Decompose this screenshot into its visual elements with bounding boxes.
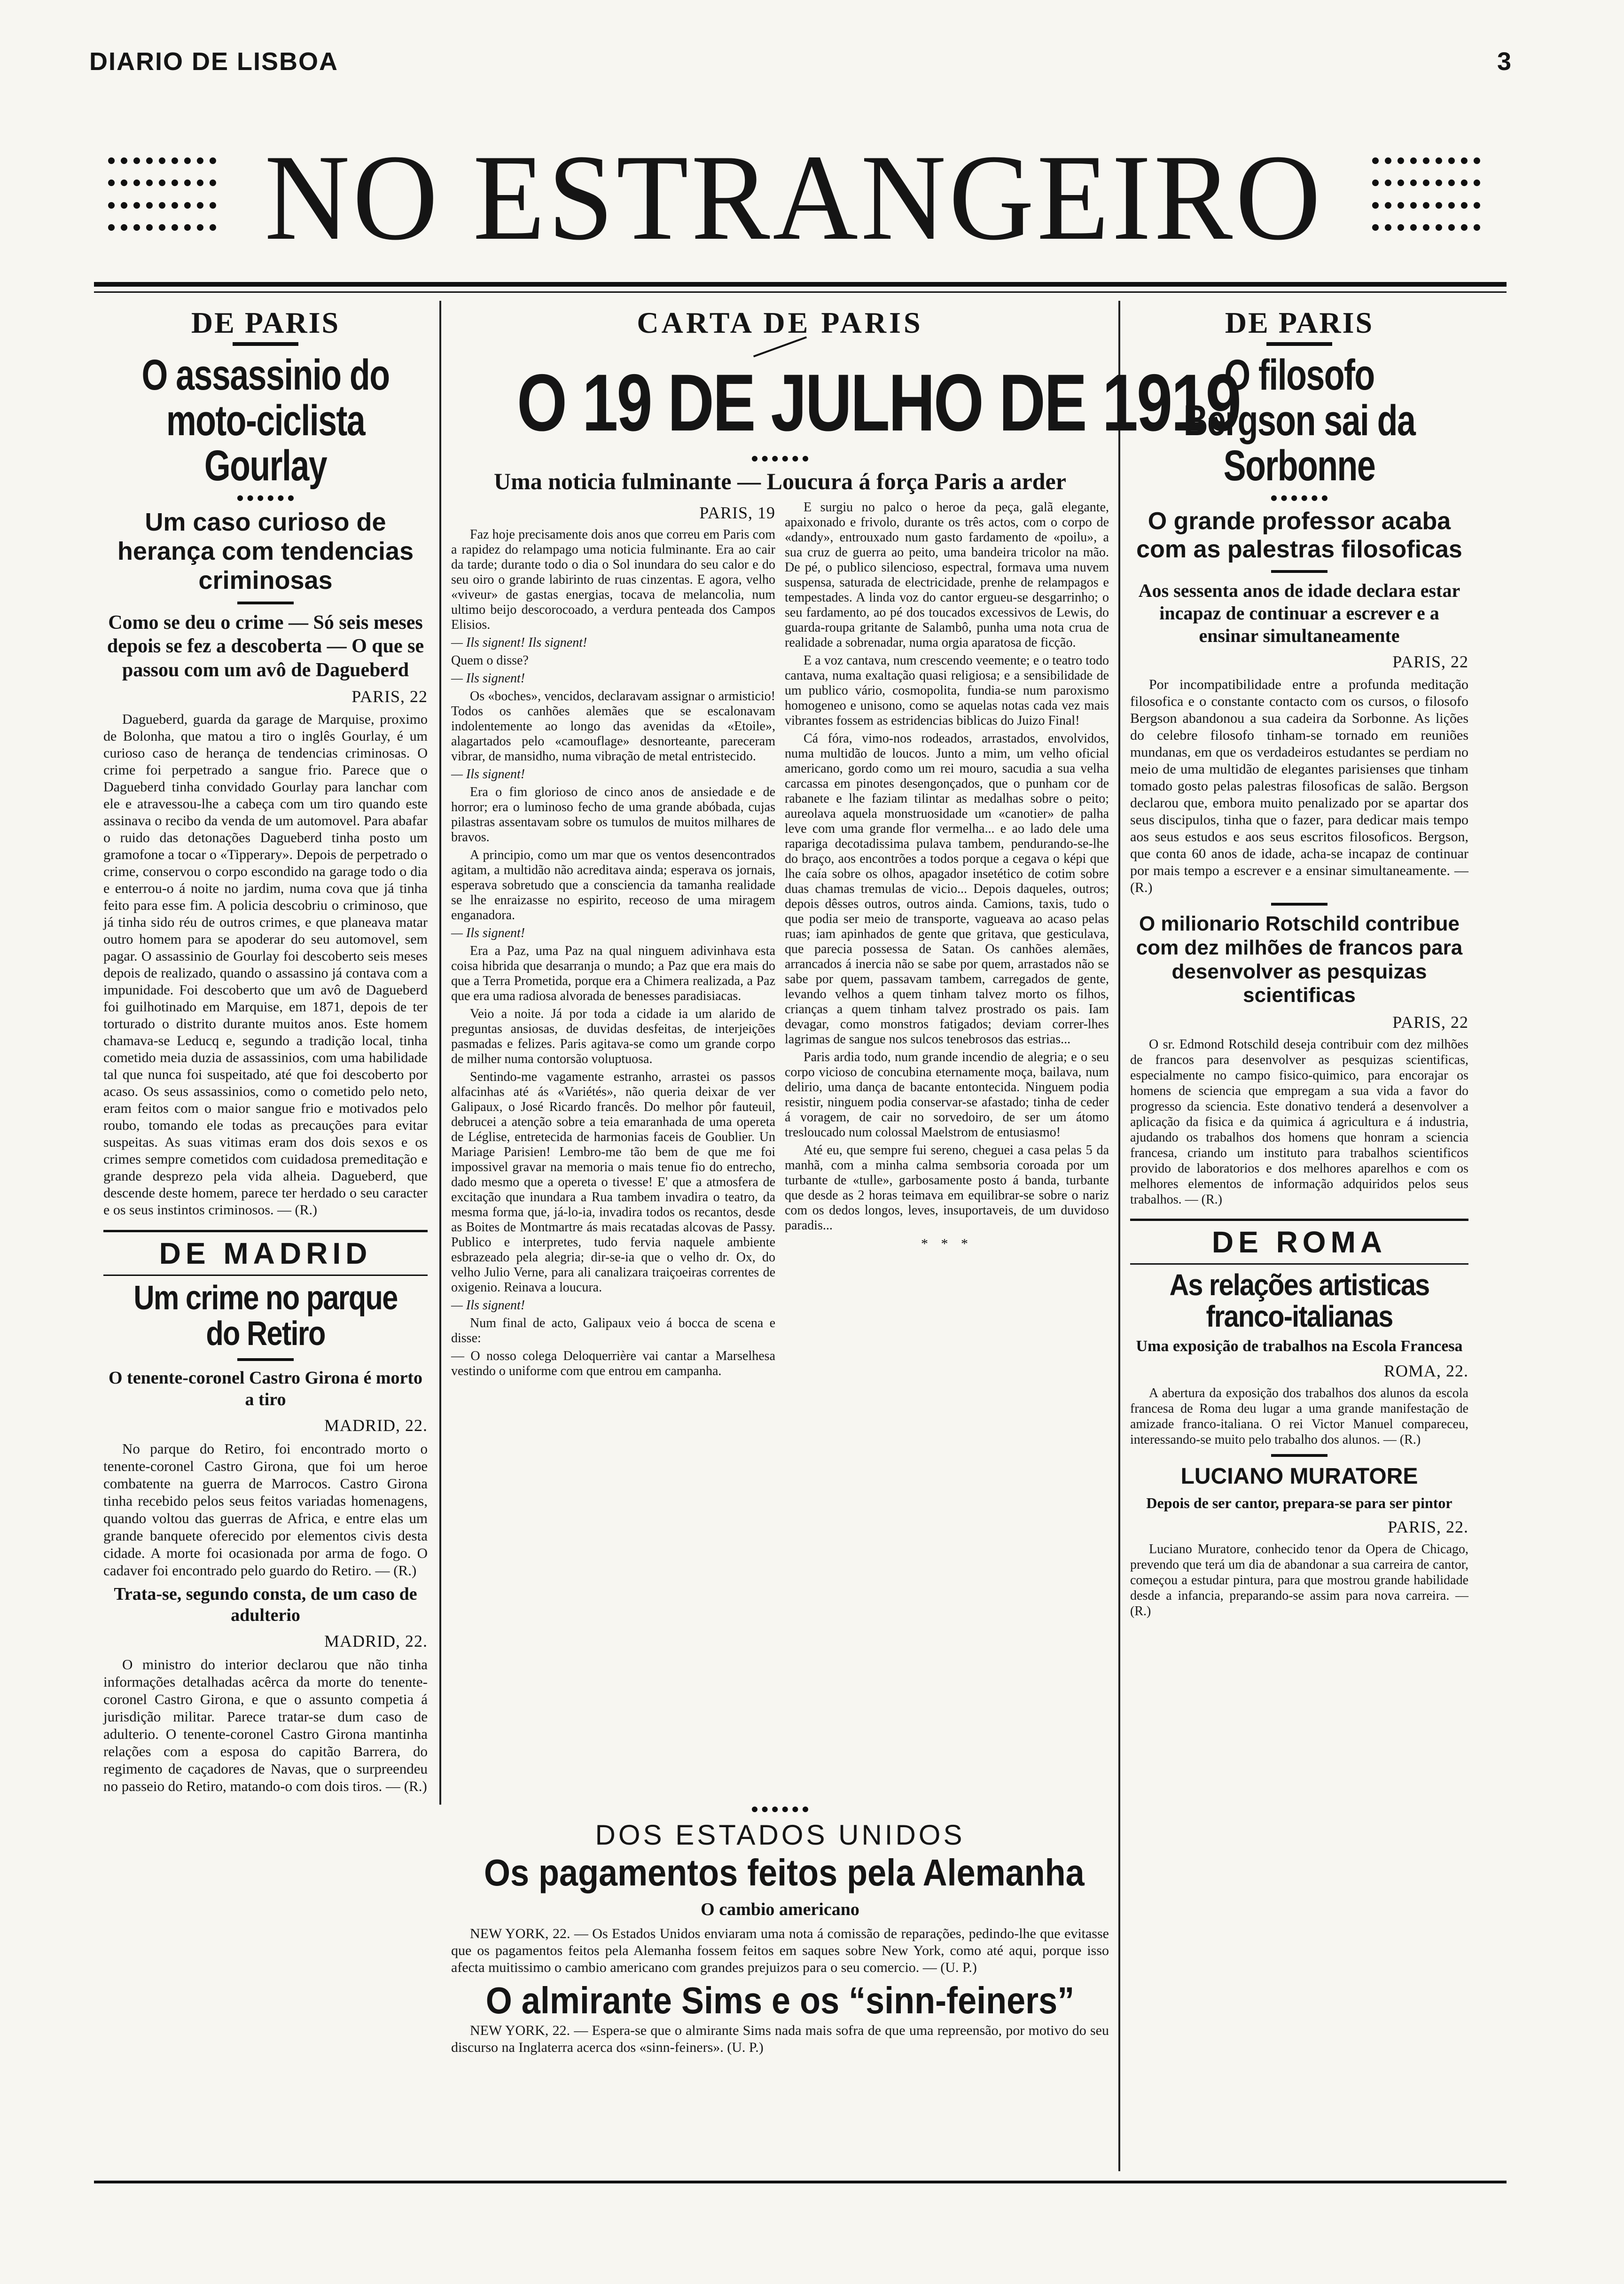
bottom-text2: NEW YORK, 22. — Espera-se que o almirante Sims nada mais sofra de que uma repreensão, por motivo do seu discurso na Inglaterra acerca dos «sinn-feiners». (U. P.) (451, 2022, 1109, 2055)
col3-kicker-rule (1266, 342, 1332, 346)
col3-story2-headline: O milionario Rotschild contribue com dez milhões de francos para desenvolver as pesquizas scientificas (1136, 912, 1463, 1007)
col2-paragraph: Paris ardia todo, num grande incendio de alegria; e o seu corpo vicioso de concubina eternamente moça, bailava, num delirio, uma dança de bacante entontecida. Ninguem podia resistir, ninguem podia conservar-se afastado; tinha de ceder á voragem, de cair no sorvedoiro, de ser um átomo tresloucado num colossal Maelstrom de entusiasmo! (785, 1049, 1109, 1140)
bottom-section (451, 1800, 1109, 2059)
col2-stars: * * * (921, 1236, 973, 1252)
col1-story2-dateline2: MADRID, 22. (324, 1631, 428, 1650)
col3-box-rule (1130, 1219, 1468, 1221)
col3-story4-rule (1271, 1454, 1327, 1457)
masthead-title: NO ESTRANGEIRO (265, 129, 1324, 266)
col1-story2-kicker: DE MADRID (159, 1236, 372, 1271)
col1-dotted-rule (237, 495, 294, 501)
col2-paragraph: Os «boches», vencidos, declaravam assignar o armisticio! Todos os canhões alemães que se escalonavam indolentemente ao longo das avenidas da «Etoile», alagartados pelo «camouflage» desnorteante, pareceram vibrar, de mansidho, numa vibração de metal entristecido. (451, 688, 775, 764)
col3-story3-dateline: ROMA, 22. (1383, 1361, 1468, 1380)
col2-paragraph: Sentindo-me vagamente estranho, arrastei os passos alfacinhas até ás «Variétés», não queria deixar de ver Galipaux, o José Ricardo francês. Do melhor pôr fauteuil, debrucei a atenção sobre a teia emaranhada de uma opereta de Léglise, entretecida de harmonias faceis de Goublier. Un Mariage Parisien! Lembro-me tão bem de que me foi impossivel gravar na memoria o mais tenue fio do entrecho, dado mesmo que a opereta o tivesse! E' que a atmosfera de excitação que inundara a Rua tambem invadira o teatro, da mesma forma que, já-lo-ia, invadira todos os recantos, desde as Boites de Montmartre ás mais recatadas alcovas de Passy. Publico e interpretes, tudo fervia naquele ambiente esbrazeado pela alegria; dir-se-ia que o velho dr. Ox, do velho Julio Verne, para ali canalizara traiçoeiras correntes de oxigenio. Reinava a loucura. (451, 1069, 775, 1295)
col1-headline: O assassinio do moto-ciclista Gourlay (141, 351, 390, 490)
masthead-ornament-left-icon (108, 157, 216, 237)
col1-kicker: DE PARIS (191, 306, 340, 339)
bottom-dotted-rule (752, 1807, 808, 1812)
col2-paragraph: Era a Paz, uma Paz na qual ninguem adivinhava esta coisa hibrida que desarranja o mundo; a Paz que era mais do que a Terra Prometida, porque era a Chimera realizada, a Paz que era uma radiosa alvorada de benesses paradisiacas. (451, 943, 775, 1003)
col1-story2-paragraph2: O ministro do interior declarou que não tinha informações detalhadas acêrca da morte do tenente-coronel Castro Girona, e que o assunto competia á jurisdição militar. Parece tratar-se dum caso de adulterio. O tenente-coronel Castro Girona mantinha relações com a esposa do capitão Barrera, do regimento de caçadores de Navas, que o surpreendeu no passeio do Retiro, matando-o com dois tiros. — (R.) (103, 1656, 428, 1794)
col2-paragraph: E a voz cantava, num crescendo veemente; e o teatro todo cantava, numa exaltação quasi religiosa; e a sensibilidade de um publico vário, cosmopolita, fundia-se num paroxismo homogeneo e unisono, como se aquelas notas cada vez mais vibrantes fossem as estridencias biblicas do Juizo Final! (785, 653, 1109, 728)
col1-story2-headline: Um crime no parque do Retiro (133, 1279, 398, 1353)
col1-story2-dateline: MADRID, 22. (324, 1416, 428, 1435)
column-divider-left (439, 301, 441, 1805)
col3-subhead: O grande professor acaba com as palestras filosoficas (1136, 507, 1462, 563)
col3-box-rule-bottom (1130, 1263, 1468, 1265)
col3-story3-paragraph: A abertura da exposição dos trabalhos dos alunos da escola francesa de Roma deu lugar a uma grande manifestação de amizade franco-italiana. O rei Victor Manuel compareceu, interessando-se muito pelo trabalho dos alunos. — (R.) (1130, 1385, 1468, 1447)
col1-paragraph: Dagueberd, guarda da garage de Marquise, proximo de Bolonha, que matou a tiro o inglês Gourlay, é um curioso caso de herança de tendencias criminosas. O crime foi perpetrado a sangue frio. Parece que o Dagueberd tinha convidado Gourlay para lanchar com ele e atravessou-lhe a cabeça com um tiro quando este assinava o recibo da venda de um automovel. Para abafar o ruido das detonações Dagueberd tinha posto um gramofone a tocar o «Tipperary». Depois de perpetrado o crime, conservou o corpo escondido na garage todo o dia e enterrou-o á noite no jardim, numa cova que já tinha feito para esse fim. A policia descobriu o criminoso, que já tinha sido réu de outros crimes, e que planeava matar outro homem para se apoderar do seu automovel, sem pagar. O assassinio de Gourlay foi descoberto seis meses depois de realizado, quando o assassino já contava com a impunidade. Foi descoberto que um avô de Dagueberd foi guilhotinado em Marquise, em 1871, depois de ter torturado o distrito durante muitos anos. Este homem chamava-se Leducq e, segundo a tradição local, tinha cometido meia duzia de assassinios, com uma habilidade tal que nunca foi suspeitado, até que foi descoberto por acaso. Os seus assassinios, como o cometido pelo neto, eram feitos com o maior sangue frio e motivados pelo roubo, tomando ele todas as precauções para evitar suspeitas. As suas vitimas eram dos dois sexos e os crimes sempre cometidos com cuidadosa premeditação e grande desprezo pela vida alheia. Dagueberd, que descende deste homem, parece ter herdado o seu caracter e os seus instintos criminosos. — (R.) (103, 712, 428, 1218)
bottom-kicker: DOS ESTADOS UNIDOS (595, 1819, 965, 1851)
col3-summary: Aos sessenta anos de idade declara estar incapaz de continuar a escrever e a ensinar simultaneamente (1138, 580, 1460, 647)
col2-paragraph: Era o fim glorioso de cinco anos de ansiedade e de horror; era o luminoso fecho de uma grande abóbada, cujas pilastras assentavam sobre os tumulos de muitos milhares de bravos. (451, 784, 775, 845)
bottom-headline1: Os pagamentos feitos pela Alemanha (484, 1852, 1085, 1893)
col3-story4-paragraph: Luciano Muratore, conhecido tenor da Opera de Chicago, prevendo que terá um dia de abandonar a sua carreira de cantor, começou a estudar pintura, para que mostrou grande habilidade desde a infancia, preparando-se assim para nova carreira. — (R.) (1130, 1541, 1468, 1619)
col2-paragraph: — Ils signent! Ils signent! (451, 635, 587, 650)
col2-paragraph: Até eu, que sempre fui sereno, cheguei a casa pelas 5 da manhã, com a minha calma sembsoria coroada por um turbante de «tulle», garbosamente posto á banda, turbante que desde as 2 horas teimava em equilibrar-se sobre o nariz com os dedos longos, leves, insuportaveis, de um duvidoso paradis... (785, 1142, 1109, 1233)
pen-icon (752, 342, 808, 352)
col1-subhead: Um caso curioso de herança com tendencias criminosas (117, 508, 414, 594)
col2-dateline: PARIS, 19 (699, 503, 775, 522)
col1-dateline: PARIS, 22 (351, 687, 428, 706)
col1-story2-subhead: O tenente-coronel Castro Girona é morto a tiro (108, 1368, 423, 1410)
col2-paragraph: — O nosso colega Deloquerrière vai cantar a Marselhesa vestindo o uniforme com que entrou em campanha. (451, 1348, 775, 1378)
col2-headline: O 19 DE JULHO DE 1919 (517, 358, 1240, 448)
bottom-text1: NEW YORK, 22. — Os Estados Unidos enviaram uma nota á comissão de reparações, pedindo-lhe que evitasse que os pagamentos feitos pela Alemanha fossem feitos em saques sobre New York, como até aqui, porque isso afecta muitissimo o cambio americano com grandes prejuizos para o seu comercio. — (U. P.) (451, 1925, 1109, 1975)
running-head: DIARIO DE LISBOA (89, 47, 339, 76)
page-number: 3 (1497, 47, 1511, 76)
col3-story2-paragraph: O sr. Edmond Rotschild deseja contribuir com dez milhões de francos para desenvolver as pesquizas scientificas, especialmente no campo fisico-quimico, para encorajar os homens de sciencia que empregam a sua vida a favor do progresso da sciencia. Este donativo tenderá a desenvolver a aplicação da fisica e da quimica á agricultura e á industria, ajudando os trabalhos dos homens que honram a sciencia francesa, criando um instituto para trabalhos scientificos provido de laboratorios e dos melhores aparelhos e com os melhores elementos de informação adquiridos pelos seus trabalhos. — (R.) (1130, 1037, 1468, 1207)
col3-story4-headline: LUCIANO MURATORE (1180, 1463, 1418, 1489)
col2-paragraph: Faz hoje precisamente dois anos que correu em Paris com a rapidez do relampago uma noticia fulminante. Era ao cair da tarde; durante todo o dia o Sol inundara do seu calor e do seu oiro o grande labirinto de ruas cinzentas. E agora, velho «viveur» de gastas energias, tocava de melancolia, num ultimo beijo descorocoado, a verdura penteada dos Campos Elisios. (451, 527, 775, 632)
col3-story3-headline: As relações artisticas franco-italianas (1169, 1267, 1429, 1333)
column-center (451, 301, 1240, 1382)
col1-short-rule (237, 602, 294, 604)
col3-story3-subhead: Uma exposição de trabalhos na Escola Francesa (1136, 1338, 1463, 1355)
col2-paragraph: Quem o disse? (451, 653, 529, 668)
col3-story4-dateline: PARIS, 22. (1388, 1517, 1468, 1536)
col3-story2-dateline: PARIS, 22 (1392, 1012, 1468, 1032)
col3-dateline: PARIS, 22 (1392, 652, 1468, 672)
masthead-rule (94, 282, 1507, 287)
col1-box-rule-bottom (103, 1275, 428, 1276)
col3-story3-kicker: DE ROMA (1211, 1225, 1387, 1259)
col1-summary: Como se deu o crime — Só seis meses depois se fez a descoberta — O que se passou com um avô de Dagueberd (107, 612, 424, 681)
col3-dotted-rule (1271, 495, 1327, 501)
bottom-subhead1: O cambio americano (701, 1900, 859, 1919)
col1-story2-subhead2: Trata-se, segundo consta, de um caso de adulterio (114, 1584, 417, 1626)
col2-kicker: CARTA DE PARIS (637, 306, 923, 339)
col3-story2-rule (1271, 903, 1327, 906)
bottom-headline2: O almirante Sims e os “sinn-feiners” (485, 1979, 1075, 2021)
col2-paragraph: Cá fóra, vimo-nos rodeados, arrastados, envolvidos, numa multidão de loucos. Junto a mim, um velho oficial americano, gordo como um rei mouro, sacudia a sua velha carcassa em pinotes desengonçados, que o punham cor de rabanete e lhe faziam tilintar as medalhas sobre o peito; aureolava aquela monstruosidade um «canotier» de palha leve com uma grande flor vermelha... e ao lado dele uma rapariga decotadissima pulava tambem, pendurando-se-lhe do braço, aos encontrões a todos porque a cegava o képi que lhe caía sobre os olhos, apagador insetético de cotim sobre duas chamas tremulas de vicio... Depois daqueles, outros; depois dêsses outros, outros ainda. Camions, taxis, tudo o que podia ser meio de transporte, vagueava ao acaso pelas ruas; iam apinhados de gente que gritava, que gesticulava, que parecia possessa de Satan. Os canhões alemães, arrancados á inercia não se sabe por quem, arrastados não se sabe por quem, passavam tambem, carregados de gente, levando velhos a quem tinham talvez morto os filhos, crianças a quem tinham talvez prostrado os pais. Iam devagar, como monstros fatigados; deviam correr-lhes lagrimas de sangue nos sulcos tenebrosos das estrias... (785, 731, 1109, 1047)
col3-story4-subhead: Depois de ser cantor, prepara-se para ser pintor (1146, 1494, 1452, 1512)
column-right (1130, 301, 1468, 1622)
masthead (108, 127, 1480, 268)
col2-body (451, 500, 1109, 1382)
col2-paragraph: Veio a noite. Já por toda a cidade ia um alarido de preguntas ansiosas, de duvidas desfeitas, de interjeições pasmadas e felizes. Paris agitava-se como um grande corpo de milher numa contorsão voluptuosa. (451, 1006, 775, 1066)
col2-subhead: Uma noticia fulminante — Loucura á força Paris a arder (494, 468, 1066, 494)
col2-paragraph: A principio, como um mar que os ventos desencontrados agitam, a multidão não acreditava ainda; esperava os jornais, esperava sobretudo que a consciencia da tamanha realidade se lhe enraizasse no espirito, receoso de uma miragem enganadora. (451, 847, 775, 923)
col2-paragraph: — Ils signent! (451, 671, 525, 686)
masthead-ornament-right-icon (1372, 157, 1480, 237)
col2-paragraph: Num final de acto, Galipaux veio á bocca de scena e disse: (451, 1315, 775, 1345)
column-left (103, 301, 428, 1798)
col3-short-rule (1271, 570, 1327, 573)
col2-paragraph: — Ils signent! (451, 767, 525, 782)
col1-kicker-rule (233, 342, 298, 346)
col2-body-left (451, 500, 775, 1382)
col1-box-rule (103, 1230, 428, 1232)
col3-headline: O filosofo Bergson sai da Sorbonne (1183, 351, 1415, 490)
col2-dotted-rule (752, 456, 808, 461)
col3-paragraph: Por incompatibilidade entre a profunda meditação filosofica e o constante contacto com os cursos, o filosofo Bergson abandonou a sua cadeira da Sorbonne. As lições do celebre filosofo tinham-se tornado em reuniões mundanas, em que os verdadeiros estudantes se perdiam no meio de uma multidão de elegantes parisienses que tinham tomado gosto pelas palestras filosoficas de salão. Bergson declarou que, embora muito penalizado por se apartar dos seus discipulos, tinha que o fazer, para dedicar mais tempo aos seus estudos e aos seus escritos filosoficos. Bergson, que conta 60 anos de idade, acha-se incapaz de continuar por mais tempo a escrever e a ensinar simultaneamente. — (R.) (1130, 677, 1468, 896)
col1-story2-paragraph: No parque do Retiro, foi encontrado morto o tenente-coronel Castro Girona, que foi um heroe combatente na guerra de Marrocos. Castro Girona tinha recebido pelos seus feitos variadas homenagens, quando voltou das guerras de Africa, e entre elas um grande banquete oferecido por elementos civis desta cidade. A morte foi ocasionada por arma de fogo. O cadaver foi encontrado pelo guardo do Retiro. — (R.) (103, 1440, 428, 1579)
page-bottom-rule (94, 2181, 1507, 2183)
col2-body-right (785, 500, 1109, 1382)
col3-kicker: DE PARIS (1225, 306, 1374, 339)
masthead-rule-thin (94, 291, 1507, 293)
col2-paragraph: E surgiu no palco o heroe da peça, galã elegante, apaixonado e frivolo, durante os três actos, com o corpo de «dandy», entrouxado num gasto fardamento de «poilu», a sua cruz de guerra ao peito, uma bandeira tricolor na mão. De pé, o publico silencioso, espectral, formava uma nuvem suspensa, saturada de electricidade, prenhe de relampagos e tempestades. A linda voz do cantor ergueu-se desgarrinho; o seu fardamento, ao pé dos toucados excessivos de Lewis, do guarda-roupa gritante de Salambô, punha uma nota crua de realidade a sobrenadar, numa orgia aparatosa de ficção. (785, 500, 1109, 650)
column-divider-right (1118, 301, 1120, 2171)
col1-story2-rule (237, 1358, 294, 1361)
col2-paragraph: — Ils signent! (451, 925, 525, 940)
col2-paragraph: — Ils signent! (451, 1298, 525, 1313)
